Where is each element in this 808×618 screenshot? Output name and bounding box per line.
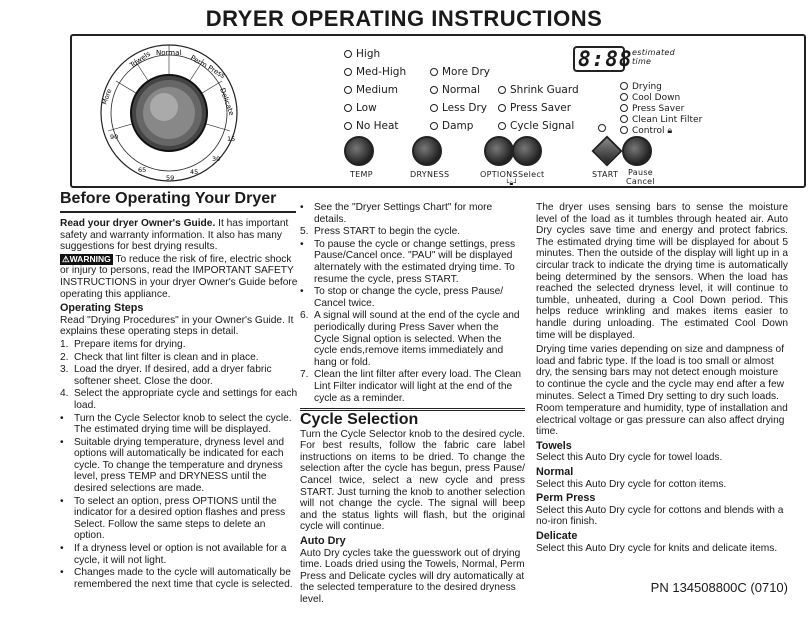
dial-label-90: 90 [110,133,119,141]
select-button[interactable] [512,136,542,166]
temp-option-no-heat: No Heat [344,120,399,132]
list-item: • To stop or change the cycle, press Pause/ Cancel twice. [300,286,504,309]
dryness-button-label: DRYNESS [410,170,450,179]
drying-time-paragraph: Drying time varies depending on size and dampness of load and fabric type. If the load is too small or almost dry, the sensing bars may not detect enough moisture to continue the cycle and the cycle may end after a few minutes. Select a Timed Dry setting to dry such loads. [536,344,785,402]
dial-label-normal: Normal [156,49,182,57]
temp-button-label: TEMP [350,170,373,179]
list-item: 7. Clean the lint filter after every load. The Clean Lint Filter indicator will light at the end of the cycle as a reminder. [300,369,522,404]
indicator-icon [344,86,352,94]
temp-option-low: Low [344,102,377,114]
temp-button[interactable] [344,136,374,166]
indicator-icon [344,122,352,130]
dryness-option-normal: Normal [430,84,480,96]
list-item: • If a dryness level or option is not available for a cycle, it will not light. [60,543,287,566]
status-drying: Drying [620,82,662,92]
steps-heading: Operating Steps [60,302,144,315]
options-button-label: OPTIONS [480,170,518,179]
status-control-lock: Control 🔒︎ [620,126,672,136]
steps-intro: Read "Drying Procedures" in your Owner's Guide. It explains these operating steps in detail. [60,314,294,338]
dryness-button[interactable] [412,136,442,166]
auto-dry-heading: Auto Dry [300,535,346,548]
cycle-selector-dial[interactable] [94,41,244,183]
page-title: DRYER OPERATING INSTRUCTIONS [205,6,603,31]
indicator-icon [620,104,628,112]
cycle-desc-normal: Select this Auto Dry cycle for cotton items. [536,478,727,490]
dial-label-delicate: Delicate [218,86,236,117]
dial-label-45: 45 [190,168,199,176]
status-clean-lint-filter: Clean Lint Filter [620,115,702,125]
control-panel [70,34,806,188]
start-indicator [598,122,610,134]
dial-label-more: More [100,87,114,106]
status-press-saver: Press Saver [620,104,684,114]
start-button[interactable] [591,135,622,166]
indicator-icon [620,93,628,101]
sensing-paragraph: The dryer uses sensing bars to sense the moisture level of the load as it tumbles through heated air. Auto Dry cycles save time and energy and protect fabrics. The estimated drying time will be displayed for about 5 minutes. Then the outside of the display will light up in a circular track to indicate the drying time is automatically being determined by the sensors. When the load has reached the selected dryness level, it will continue to tumble, unheated, during a Cool Down period. This helps reduce wrinkling and makes items easier to handle during unloading. The estimated Cool Down time will be displayed. [536,202,788,341]
warning-badge: ⚠WARNING [62,253,111,264]
part-number: PN 134508800C (0710) [650,580,788,595]
cycle-desc-delicate: Select this Auto Dry cycle for knits and delicate items. [536,542,778,554]
list-item: 1. Prepare items for drying. [60,338,186,350]
auto-dry-body: Auto Dry cycles take the guesswork out of drying time. Loads dried using the Towels, Normal, Perm Press and Delicate cycles will dry automatically at the selected temperature to the desired dryness level. [300,547,525,605]
dial-label-65: 65 [138,166,147,174]
indicator-icon [430,86,438,94]
list-item: • Changes made to the cycle will automatically be remembered the next time that cycle is selected. [60,567,293,590]
right-section [536,202,788,555]
cycle-name-towels: Towels [536,439,572,452]
indicator-icon [498,86,506,94]
list-item: 4. Select the appropriate cycle and settings for each load. [60,388,298,411]
cycle-name-normal: Normal [536,466,574,479]
dial-label-15: 15 [227,135,236,143]
temp-option-medium: Medium [344,84,398,96]
dryness-option-damp: Damp [430,120,473,132]
pause-button-label: Pause [628,168,654,177]
indicator-icon [344,68,352,76]
time-display: 8:88 [573,46,625,72]
cycle-desc-perm-press: Select this Auto Dry cycle for cottons and blends with a no-iron finish. [536,504,784,528]
heading-rule [60,211,296,213]
list-item: • Suitable drying temperature, dryness level and options will automatically be indicated for each cycle. To change the temperature and dryness level, press TEMP and DRYNESS until the desired selections are made. [60,436,285,495]
indicator-icon [344,50,352,58]
dryness-option-more-dry: More Dry [430,66,490,78]
list-item: • See the "Dryer Settings Chart" for more details. [300,202,493,225]
display-label: estimated time [632,48,675,66]
cycle-name-perm-press: Perm Press [536,492,596,505]
before-section [60,218,298,591]
indicator-icon [620,126,628,134]
dryness-option-less-dry: Less Dry [430,102,487,114]
cancel-button-label: Cancel [626,177,655,186]
list-item: 3. Load the dryer. If desired, add a dryer fabric softener sheet. Close the door. [60,364,272,387]
dial-label-59: 59 [166,174,175,182]
middle-section [300,202,525,607]
cycle-desc-towels: Select this Auto Dry cycle for towel loads. [536,452,723,464]
temp-option-high: High [344,48,380,60]
lock-icon: └🔒︎┘ [505,179,519,187]
indicator-icon [498,104,506,112]
pause-cancel-button[interactable] [622,136,652,166]
status-cool-down: Cool Down [620,93,680,103]
indicator-icon [498,122,506,130]
option-shrink-guard: Shrink Guard [498,84,579,96]
cycle-selection-body: Turn the Cycle Selector knob to the desired cycle. For best results, follow the fabric care label instructions on items to be dried. To change the selection after the cycle has begun, press Pause/ Cancel twice, select a new cycle and press START. Just turning the knob to another selection will not change the cycle. The signal will beep and the status lights will flash, but the original cycle will continue. [300,428,525,533]
temp-option-med-high: Med-High [344,66,406,78]
indicator-icon [598,124,606,132]
list-item: 5. Press START to begin the cycle. [300,226,461,238]
before-heading: Before Operating Your Dryer [60,190,277,207]
read-guide-paragraph: Read your dryer Owner's Guide. It has important safety and warranty information. It also has many suggestions for best drying results. [60,218,289,253]
list-item: 6. A signal will sound at the end of the cycle and periodically during Press Saver when the Cycle Signal option is selected. When the cycle ends,remove items immediately and hang or fold. [300,310,520,368]
indicator-icon [344,104,352,112]
lock-icon: 🔒︎ [664,126,673,136]
list-item: 2. Check that lint filter is clean and in place. [60,351,259,363]
select-button-label: Select [518,170,545,179]
indicator-icon [620,82,628,90]
list-item: • To select an option, press OPTIONS until the indicator for a desired option flashes and press Select. Follow the same steps to delete an option. [60,495,286,542]
room-temp-paragraph: Room temperature and humidity, type of installation and electrical voltage or gas pressure can also affect drying time. [536,403,788,438]
steps-list [60,339,298,590]
dial-label-towels: Towels [128,49,152,70]
indicator-icon [430,104,438,112]
cycle-selection-heading: Cycle Selection [300,411,419,429]
indicator-icon [430,122,438,130]
indicator-icon [430,68,438,76]
list-item: • To pause the cycle or change settings, press Pause/Cancel once. "PAU" will be displayed alternately with the estimated drying time. To resume the cycle, press START. [300,238,516,285]
dial-label-permpress: Perm Press [189,53,227,80]
options-button[interactable] [484,136,514,166]
option-cycle-signal: Cycle Signal [498,120,574,132]
cycle-name-delicate: Delicate [536,530,578,543]
warning-paragraph: ⚠WARNING To reduce the risk of fire, electric shock or injury to persons, read the IMPORTANT SAFETY INSTRUCTIONS in your dryer Owner's Guide before operating this appliance. [60,253,298,300]
option-press-saver: Press Saver [498,102,571,114]
list-item: • Turn the Cycle Selector knob to select the cycle. The estimated drying time will be displayed. [60,412,292,436]
indicator-icon [620,115,628,123]
start-button-label: START [592,170,619,179]
dial-label-30: 30 [212,155,221,163]
